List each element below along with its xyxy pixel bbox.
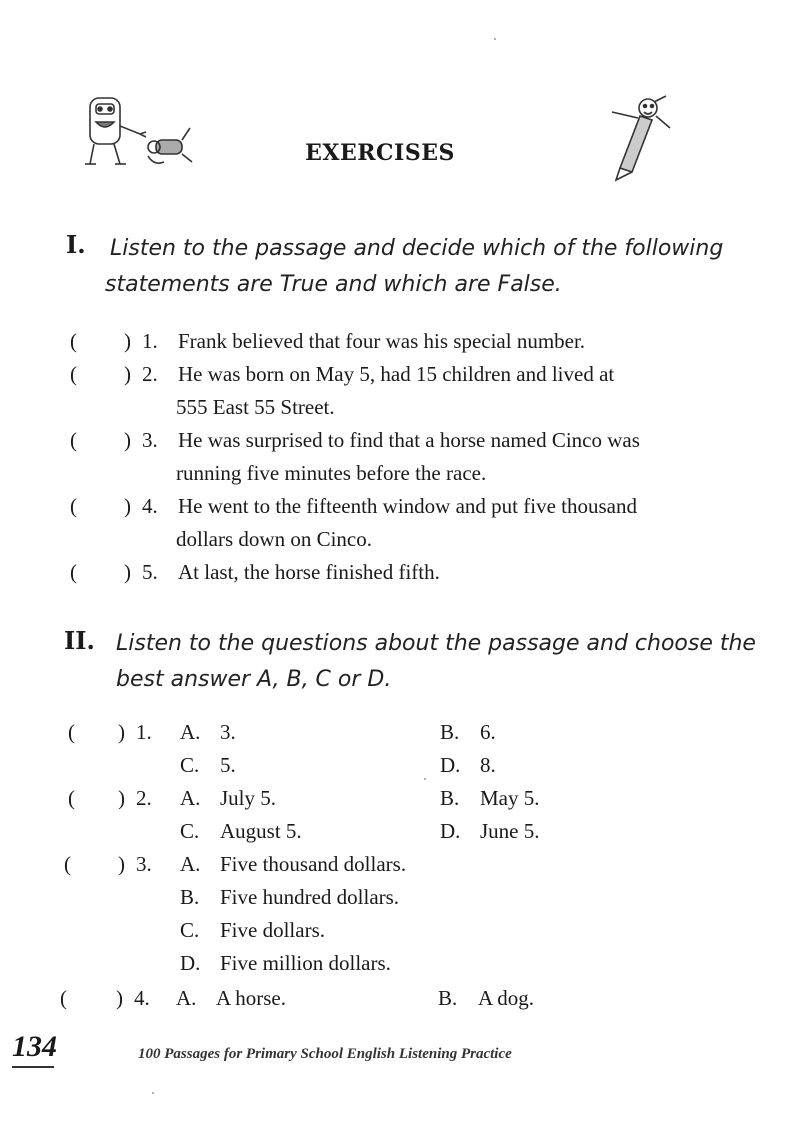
answer-blank-close-paren: ) [118,852,125,876]
answer-blank-open-paren[interactable]: ( [68,720,75,744]
answer-blank-close-paren: ) [118,786,125,810]
option-a: A. July 5. [180,786,277,810]
scan-speck [424,778,426,780]
option-b: B. 6. [440,720,496,744]
answer-blank-open-paren[interactable]: ( [70,494,77,518]
page-title: EXERCISES [305,140,455,166]
section-2-number: II. [64,626,95,655]
cartoon-pencil-illustration [606,94,676,182]
answer-blank-open-paren[interactable]: ( [68,786,75,810]
answer-blank-open-paren[interactable]: ( [70,362,77,386]
statement-number: 5. [142,560,158,584]
answer-blank-close-paren: ) [124,428,131,452]
question-number: 1. [136,720,152,744]
option-d: D. 8. [440,753,496,777]
statement-text-line: He went to the fifteenth window and put five thousand [178,494,637,518]
statement-number: 4. [142,494,158,518]
option-a: A. Five thousand dollars. [180,852,407,876]
statement-text-line: Frank believed that four was his special number. [178,329,586,353]
answer-blank-open-paren[interactable]: ( [64,852,71,876]
answer-blank-close-paren: ) [116,986,123,1010]
statement-text-line: He was surprised to find that a horse named Cinco was [178,428,640,452]
statement-text-line: 555 East 55 Street. [176,395,335,419]
page-number: 134 [12,1030,57,1063]
option-b: B. Five hundred dollars. [180,885,400,909]
statement-number: 1. [142,329,158,353]
answer-blank-close-paren: ) [124,329,131,353]
statement-number: 3. [142,428,158,452]
option-b: B. May 5. [440,786,540,810]
option-a: A. 3. [180,720,236,744]
answer-blank-open-paren[interactable]: ( [70,428,77,452]
answer-blank-open-paren[interactable]: ( [60,986,67,1010]
option-c: C. 5. [180,753,236,777]
option-a: A. A horse. [176,986,286,1010]
question-number: 2. [136,786,152,810]
option-d: D. Five million dollars. [180,951,391,975]
answer-blank-close-paren: ) [118,720,125,744]
option-b: B. A dog. [438,986,535,1010]
answer-blank-open-paren[interactable]: ( [70,329,77,353]
section-1-instruction-line-2: statements are True and which are False. [105,272,562,297]
section-2-instruction-line-2: best answer A, B, C or D. [116,667,392,692]
answer-blank-close-paren: ) [124,560,131,584]
scan-speck [152,1092,154,1094]
option-d: D. June 5. [440,819,540,843]
answer-blank-open-paren[interactable]: ( [70,560,77,584]
statement-text-line: dollars down on Cinco. [176,527,372,551]
statement-text-line: At last, the horse finished fifth. [178,560,440,584]
question-number: 4. [134,986,150,1010]
section-1-number: I. [66,230,86,259]
option-c: C. August 5. [180,819,302,843]
statement-text-line: running five minutes before the race. [176,461,487,485]
answer-blank-close-paren: ) [124,494,131,518]
scan-speck [494,38,496,40]
section-2-instruction-line-1: Listen to the questions about the passage and choose the [116,631,756,656]
page-number-underline [12,1066,54,1068]
book-title-footer: 100 Passages for Primary School English Listening Practice [138,1046,512,1062]
option-c: C. Five dollars. [180,918,325,942]
statement-text-line: He was born on May 5, had 15 children and lived at [178,362,615,386]
section-1-instruction-line-1: Listen to the passage and decide which of the following [110,236,724,261]
answer-blank-close-paren: ) [124,362,131,386]
statement-number: 2. [142,362,158,386]
question-number: 3. [136,852,152,876]
